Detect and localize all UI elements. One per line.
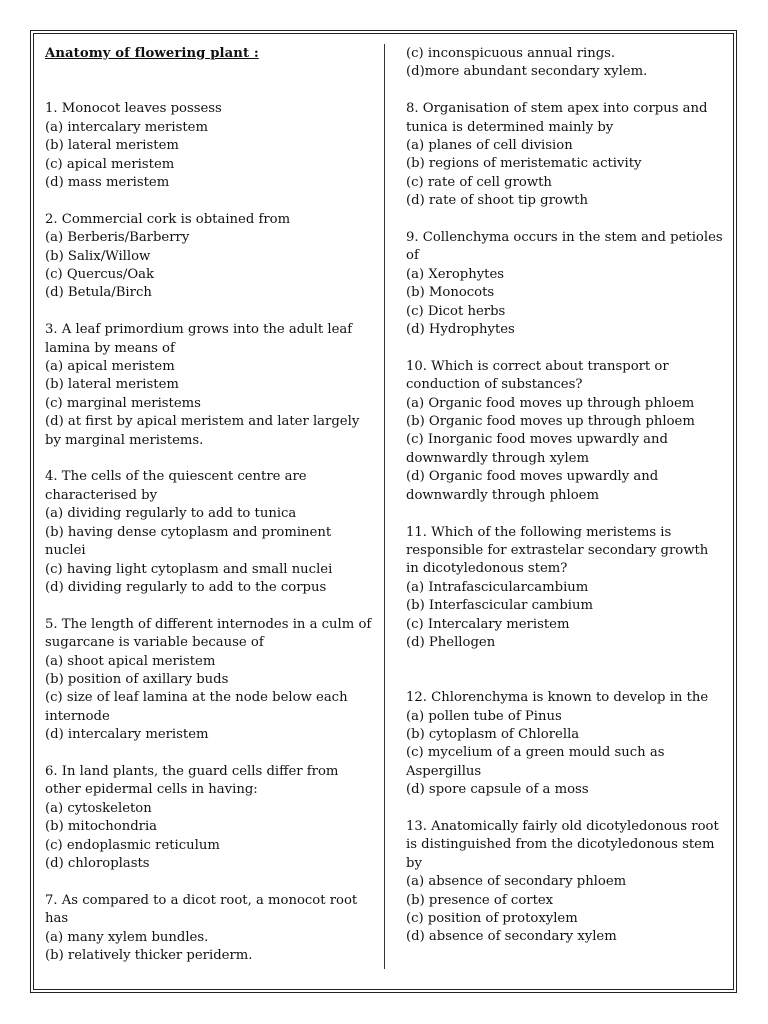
question-2 [45,211,375,303]
option-a: (a) pollen tube of Pinus [406,708,562,724]
option-a: (a) absence of secondary phloem [406,874,627,890]
option-d: (d) spore capsule of a moss [406,782,589,798]
option-a: (a) Berberis/Barberry [45,230,190,246]
question-stem: 11. Which of the following meristems is responsible for extrastelar secondary growth in dicotyledonous stem? [406,524,709,577]
question-stem: 3. A leaf primordium grows into the adult leaf lamina by means of [45,322,353,356]
option-d: (d) Phellogen [406,634,496,650]
option-b: (b) position of axillary buds [45,671,229,687]
option-c: (c) apical meristem [45,156,175,172]
option-d: (d) Organic food moves upwardly and downwardly through phloem [406,469,659,503]
option-b: (b) lateral meristem [45,377,179,393]
option-c: (c) size of leaf lamina at the node below each internode [45,690,348,724]
option-b: (b) regions of meristematic activity [406,156,642,172]
option-a: (a) apical meristem [45,359,175,375]
question-13 [406,818,724,947]
question-7-continued [406,45,724,82]
option-b: (b) Monocots [406,285,495,301]
option-a: (a) Organic food moves up through phloem [406,395,695,411]
option-a: (a) planes of cell division [406,138,573,154]
option-d: (d) absence of secondary xylem [406,929,617,945]
option-b: (b) lateral meristem [45,138,179,154]
option-c: (c) Dicot herbs [406,303,506,319]
option-d: (d) Betula/Birch [45,285,152,301]
option-d: (d) Hydrophytes [406,322,515,338]
option-a: (a) cytoskeleton [45,800,152,816]
question-stem: 1. Monocot leaves possess [45,101,222,117]
option-a: (a) intercalary meristem [45,119,208,135]
option-d: (d) intercalary meristem [45,727,209,743]
option-c: (c) having light cytoplasm and small nuclei [45,561,333,577]
question-1 [45,100,375,192]
question-6 [45,763,375,873]
document-title: Anatomy of flowering plant : [45,46,259,61]
option-c: (c) marginal meristems [45,395,201,411]
option-d: (d) chloroplasts [45,855,150,871]
option-c: (c) Intercalary meristem [406,616,570,632]
question-5 [45,616,375,745]
option-a: (a) many xylem bundles. [45,929,209,945]
question-stem: 12. Chlorenchyma is known to develop in the [406,690,709,706]
question-stem: 10. Which is correct about transport or conduction of substances? [406,358,669,393]
option-b: (b) Organic food moves up through phloem [406,414,695,430]
right-column [406,45,724,965]
option-d: (d) rate of shoot tip growth [406,193,588,209]
question-8 [406,100,724,210]
question-9 [406,229,724,339]
option-a: (a) shoot apical meristem [45,653,216,669]
option-b: (b) presence of cortex [406,892,554,908]
option-b: (b) having dense cytoplasm and prominent nuclei [45,524,332,559]
question-stem: 13. Anatomically fairly old dicotyledonous root is distinguished from the dicotyledonous stem by [406,818,719,871]
question-12 [406,689,724,799]
option-b: (b) Salix/Willow [45,248,151,264]
option-c: (c) rate of cell growth [406,174,552,190]
option-b: (b) mitochondria [45,819,158,835]
question-stem: 4. The cells of the quiescent centre are characterised by [45,469,307,503]
left-column [45,45,375,984]
question-stem: 7. As compared to a dicot root, a monocot root has [45,892,358,927]
option-a: (a) dividing regularly to add to tunica [45,506,297,522]
option-b: (b) relatively thicker periderm. [45,948,253,963]
option-a: (a) Intrafascicularcambium [406,579,589,595]
option-c: (c) mycelium of a green mould such as Aspergillus [406,745,665,779]
question-stem: 8. Organisation of stem apex into corpus and tunica is determined mainly by [406,101,708,135]
question-stem: 5. The length of different internodes in a culm of sugarcane is variable because of [45,616,372,651]
question-10 [406,358,724,505]
question-stem: 6. In land plants, the guard cells differ from other epidermal cells in having: [45,763,339,798]
question-3 [45,321,375,450]
question-11 [406,524,724,653]
question-stem: 2. Commercial cork is obtained from [45,211,291,227]
option-c: (c) Quercus/Oak [45,267,155,283]
column-divider [384,44,385,969]
option-d: (d) dividing regularly to add to the corpus [45,579,327,595]
question-7 [45,892,375,966]
question-4 [45,468,375,597]
option-c: (c) inconspicuous annual rings. [406,46,616,61]
option-b: (b) Interfascicular cambium [406,598,594,614]
option-c: (c) position of protoxylem [406,911,578,926]
option-c: (c) Inorganic food moves upwardly and downwardly through xylem [406,432,668,466]
option-c: (c) endoplasmic reticulum [45,837,220,853]
option-b: (b) cytoplasm of Chlorella [406,726,580,742]
option-d: (d) mass meristem [45,175,170,191]
option-d: (d)more abundant secondary xylem. [406,64,648,80]
question-stem: 9. Collenchyma occurs in the stem and petioles of [406,230,723,264]
option-a: (a) Xerophytes [406,266,505,282]
option-d: (d) at first by apical meristem and later largely by marginal meristems. [45,414,360,448]
